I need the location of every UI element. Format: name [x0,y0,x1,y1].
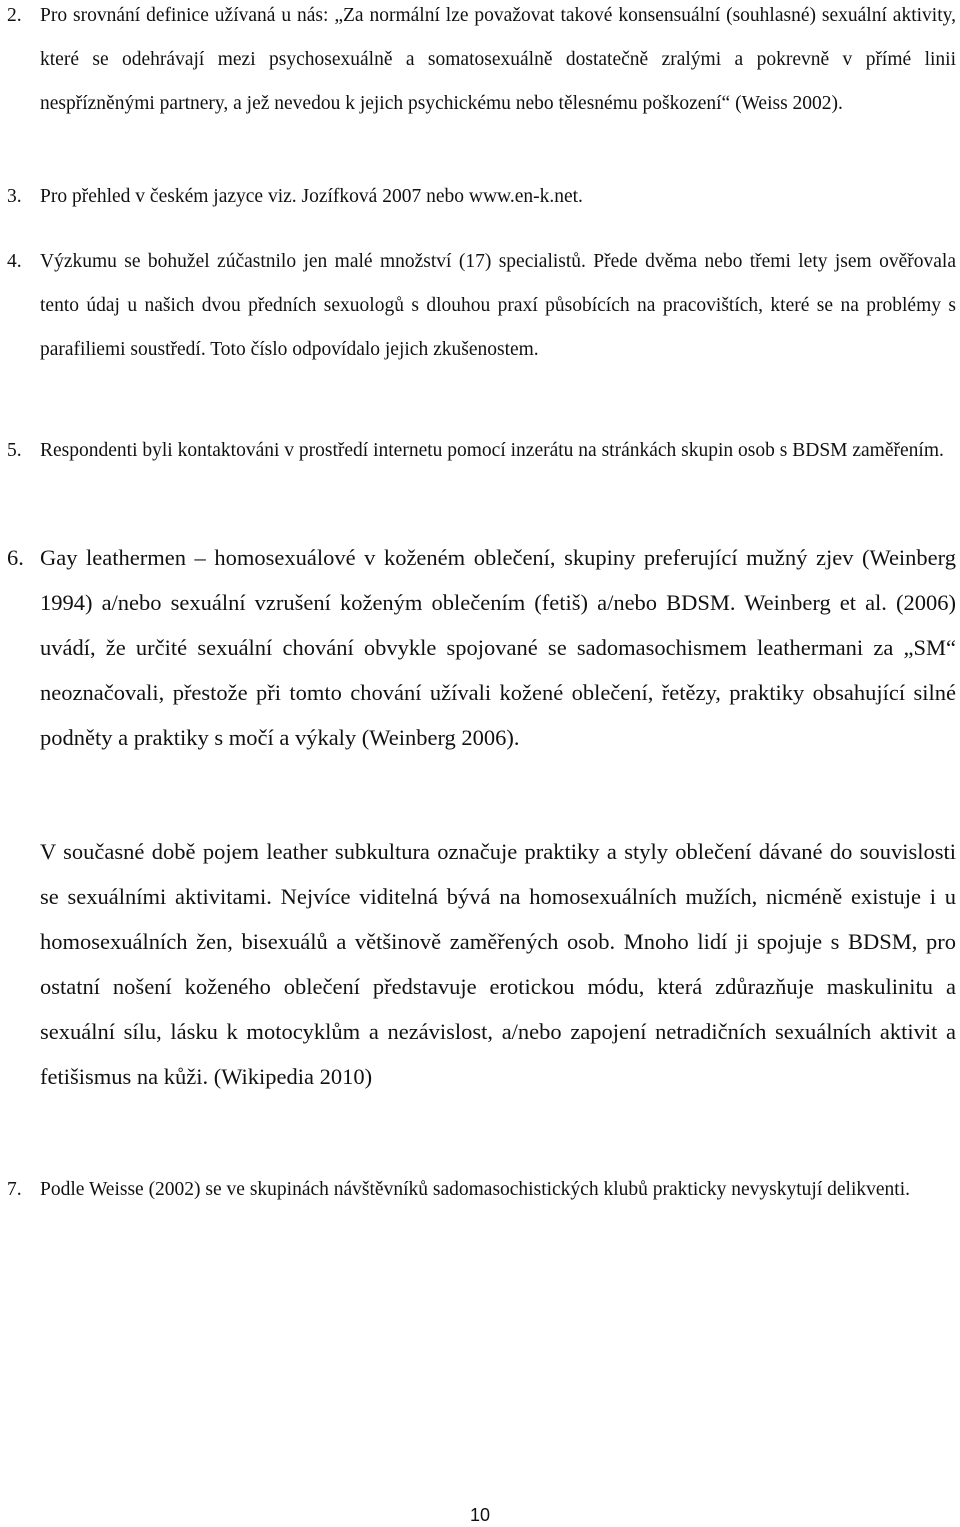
footnote-number: 7. [7,1179,22,1200]
footnote-7 [7,1168,956,1212]
footnote-text: Pro srovnání definice užívaná u nás: „Za normální lze považovat takové konsensuální (souhlasné) sexuální aktivity, které se odehrávají mezi psychosexuálně a somatosexuálně dostatečně zralými a pokrevně v přímé linii nespřízněnými partnery, a jež nevedou k jejich psychickému nebo tělesnému poškození“ (Weiss 2002). [40,5,956,114]
footnote-6 [7,535,956,760]
footnote-text: Výzkumu se bohužel zúčastnilo jen malé množství (17) specialistů. Přede dvěma nebo třemi lety jsem ověřovala tento údaj u našich dvou předních sexuologů s dlouhou praxí působících na pracovištích, které se na problémy s parafiliemi soustředí. Toto číslo odpovídalo jejich zkušenostem. [40,251,956,360]
footnote-4 [7,240,956,372]
footnote-number: 3. [7,186,22,207]
footnote-number: 5. [7,440,22,461]
footnote-2 [7,0,956,126]
footnote-number: 4. [7,251,22,272]
footnote-3 [7,175,956,219]
footnote-5 [7,429,956,473]
footnote-text: Gay leathermen – homosexuálové v koženém oblečení, skupiny preferující mužný zjev (Weinberg 1994) a/nebo sexuální vzrušení koženým oblečením (fetiš) a/nebo BDSM. Weinberg et al. (2006) uvádí, že určité sexuální chování obvykle spojované se sadomasochismem leathermani za „SM“ neoznačovali, přestože při tomto chování užívali kožené oblečení, řetězy, praktiky obsahující silné podněty a praktiky s močí a výkaly (Weinberg 2006). [40,545,956,750]
footnote-6-continuation [40,829,956,1099]
footnote-text: Respondenti byli kontaktováni v prostředí internetu pomocí inzerátu na stránkách skupin osob s BDSM zaměřením. [40,440,944,461]
page-number: 10 [469,1505,491,1525]
footnote-text: Podle Weisse (2002) se ve skupinách návštěvníků sadomasochistických klubů prakticky nevyskytují delikventi. [40,1179,910,1200]
footnote-number: 6. [7,545,24,570]
footnote-text: V současné době pojem leather subkultura označuje praktiky a styly oblečení dávané do souvislosti se sexuálními aktivitami. Nejvíce viditelná bývá na homosexuálních mužích, nicméně existuje i u homosexuálních žen, bisexuálů a většinově zaměřených osob. Mnoho lidí ji spojuje s BDSM, pro ostatní nošení koženého oblečení představuje erotickou módu, která zdůrazňuje maskulinitu a sexuální sílu, lásku k motocyklům a nezávislost, a/nebo zapojení netradičních sexuálních aktivit a fetišismus na kůži. (Wikipedia 2010) [40,839,956,1089]
footnote-number: 2. [7,5,22,26]
footnote-text: Pro přehled v českém jazyce viz. Jozífková 2007 nebo www.en-k.net. [40,186,583,207]
